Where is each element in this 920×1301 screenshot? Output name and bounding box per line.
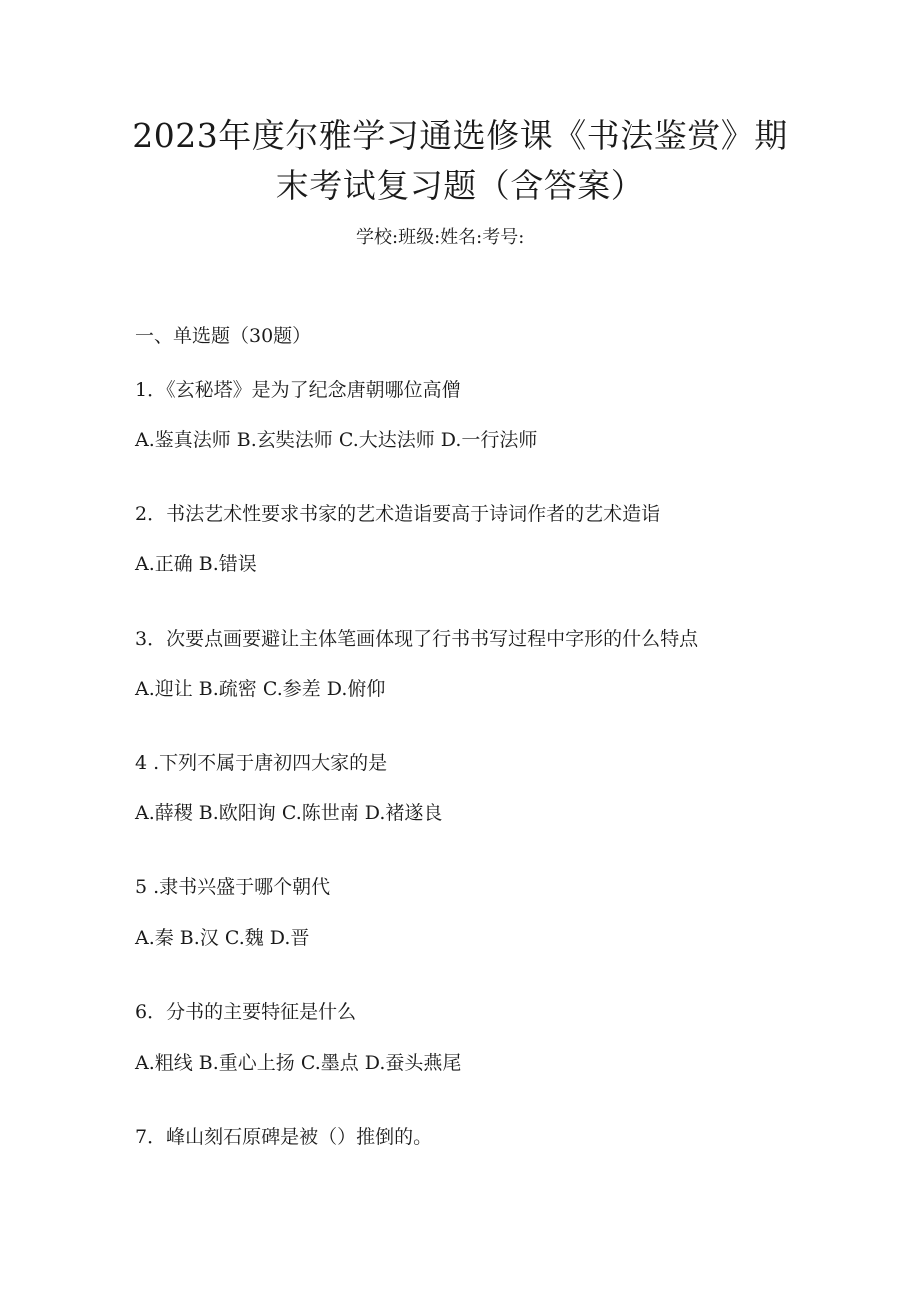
- question-text: ．《玄秘塔》是为了纪念唐朝哪位高僧: [147, 379, 461, 401]
- question-text: .下列不属于唐初四大家的是: [153, 752, 388, 774]
- question-number: 3: [135, 628, 148, 650]
- question-5-options: A.秦 B.汉 C.魏 D.晋: [135, 927, 310, 949]
- question-text: ．书法艺术性要求书家的艺术造诣要高于诗词作者的艺术造诣: [147, 503, 661, 525]
- question-text: ．峰山刻石原碑是被（）推倒的。: [147, 1126, 433, 1148]
- document-title-line-1: 2023年度尔雅学习通选修课《书法鉴赏》期: [132, 116, 788, 155]
- question-2-options: A.正确 B.错误: [135, 553, 257, 575]
- question-3-options: A.迎让 B.疏密 C.参差 D.俯仰: [135, 678, 386, 700]
- section-heading: 一、单选题（30题）: [135, 325, 312, 347]
- question-6: [135, 998, 356, 1026]
- question-text: ．次要点画要避让主体笔画体现了行书书写过程中字形的什么特点: [147, 628, 699, 650]
- question-5: [135, 873, 330, 901]
- question-number: 1: [135, 379, 148, 401]
- question-number: 2: [135, 503, 148, 525]
- question-number: 4: [135, 752, 148, 774]
- question-text: ．分书的主要特征是什么: [147, 1001, 357, 1023]
- question-3: [135, 625, 698, 653]
- question-1-options: A.鉴真法师 B.玄奘法师 C.大达法师 D.一行法师: [135, 429, 538, 451]
- document-title-line-2: 末考试复习题（含答案）: [275, 166, 645, 205]
- question-2: [135, 500, 660, 528]
- question-7: [135, 1123, 432, 1151]
- student-info-line: 学校:班级:姓名:考号:: [356, 227, 525, 248]
- question-number: 6: [135, 1001, 148, 1023]
- question-6-options: A.粗线 B.重心上扬 C.墨点 D.蚕头燕尾: [135, 1052, 462, 1074]
- question-text: .隶书兴盛于哪个朝代: [153, 876, 331, 898]
- question-4: [135, 749, 387, 777]
- question-4-options: A.薛稷 B.欧阳询 C.陈世南 D.褚遂良: [135, 802, 443, 824]
- question-number: 7: [135, 1126, 148, 1148]
- question-number: 5: [135, 876, 148, 898]
- question-1: [135, 376, 461, 404]
